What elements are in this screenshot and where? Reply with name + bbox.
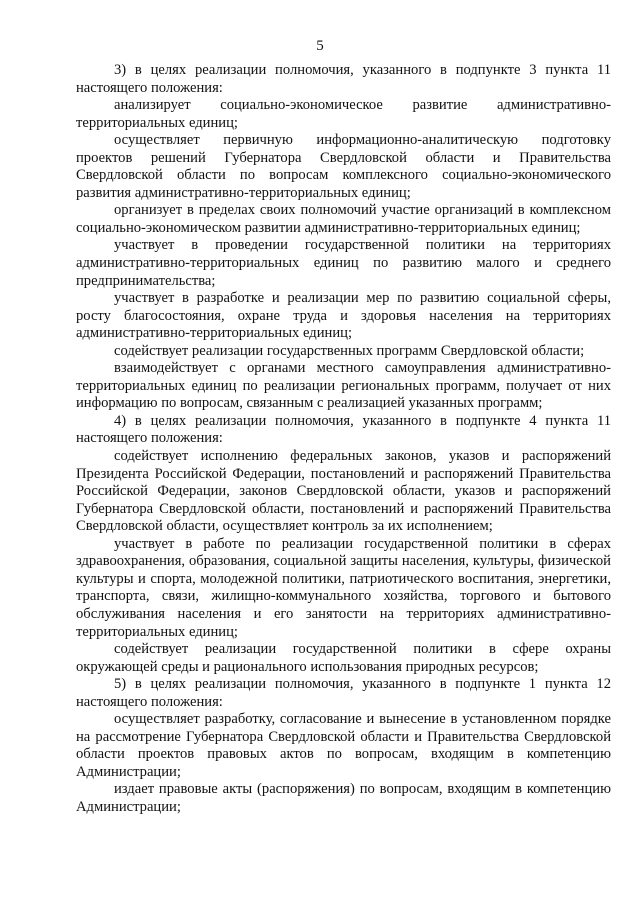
paragraph-legal-acts: издает правовые акты (распоряжения) по вопросам, входящим в компетенцию Администрации; — [76, 781, 611, 815]
paragraph-legal-drafts: осуществляет разработку, согласование и вынесение в установленном порядке на рассмотрение Губернатора Свердловской области и Правительства Свердловской области проектов правовых актов по вопросам, входящим в компетенцию Администрации; — [76, 711, 611, 780]
page-number: 5 — [316, 38, 324, 54]
paragraph-small-business: участвует в проведении государственной политики на территориях административно-территориальных единиц по развитию малого и среднего предпринимательства; — [76, 237, 611, 289]
paragraph-primary-preparation: осуществляет первичную информационно-аналитическую подготовку проектов решений Губернатора Свердловской области и Правительства Свердловской области по вопросам комплексного социально-экономического развития административно-территориальных единиц; — [76, 132, 611, 201]
document-body — [76, 62, 611, 817]
paragraph-organizes: организует в пределах своих полномочий участие организаций в комплексном социально-экономическом развитии административно-территориальных единиц; — [76, 202, 611, 236]
paragraph-environment: содействует реализации государственной политики в сфере охраны окружающей среды и рационального использования природных ресурсов; — [76, 641, 611, 675]
paragraph-item-5-intro: 5) в целях реализации полномочия, указанного в подпункте 1 пункта 12 настоящего положения: — [76, 676, 611, 710]
paragraph-analyzes: анализирует социально-экономическое развитие административно-территориальных единиц; — [76, 97, 611, 131]
paragraph-laws-execution: содействует исполнению федеральных законов, указов и распоряжений Президента Российской Федерации, постановлений и распоряжений Правительства Российской Федерации, законов Свердловской области, указов и распоряжений Губернатора Свердловской области, постановлений и распоряжений Правительства Свердловской области, осуществляет контроль за их исполнением; — [76, 448, 611, 535]
paragraph-item-4-intro: 4) в целях реализации полномочия, указанного в подпункте 4 пункта 11 настоящего положения: — [76, 412, 611, 447]
paragraph-item-3-intro: 3) в целях реализации полномочия, указанного в подпункте 3 пункта 11 настоящего положения: — [76, 62, 611, 96]
paragraph-state-programs: содействует реализации государственных программ Свердловской области; — [114, 342, 585, 359]
paragraph-local-government: взаимодействует с органами местного самоуправления административно-территориальных единиц по реализации региональных программ, получает от них информацию по вопросам, связанным с реализацией указанных программ; — [76, 360, 611, 412]
paragraph-social-sphere: участвует в разработке и реализации мер по развитию социальной сферы, росту благосостояния, охране труда и здоровья населения на территориях административно-территориальных единиц; — [76, 290, 611, 342]
paragraph-state-policy-spheres: участвует в работе по реализации государственной политики в сферах здравоохранения, образования, социальной защиты населения, культуры, физической культуры и спорта, молодежной политики, патриотического воспитания, энергетики, транспорта, связи, жилищно-коммунального хозяйства, торгового и бытового обслуживания населения и его занятости на территориях административно-территориальных единиц; — [76, 535, 611, 640]
